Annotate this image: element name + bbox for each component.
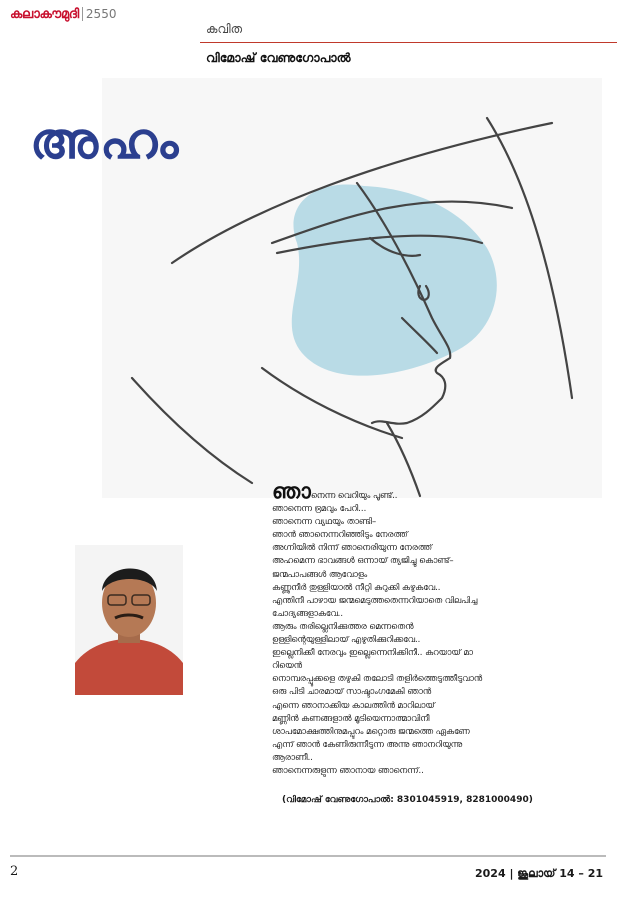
footer-rule xyxy=(10,855,606,857)
poem-line: ശാപമോക്ഷത്തിനുമപ്പുറം മറ്റൊരു ജന്മത്തെ ഏകണേ xyxy=(272,725,470,736)
poem-line: ഇല്ലെനിക്കീ നേരവും ഇല്ലെന്നെനിക്കിനീ.. കറയായ് മാ xyxy=(272,647,473,658)
poem-line: ഞാനെന്ന ഭ്രമവും പേറി... xyxy=(272,503,367,514)
poem-body xyxy=(272,479,592,777)
drop-cap: ഞാ xyxy=(272,479,311,503)
poem-line: നൊമ്പരപ്പൂക്കളെ തഴുകി തലോടി തളിർത്തെടുത്തീടുവാൻ xyxy=(272,673,483,684)
poem-first-line-rest: നെന്ന വെറിയും പൂണ്ട്.. xyxy=(310,490,398,500)
hair-line-right xyxy=(487,118,572,398)
poem-line: ജന്മപാപങ്ങൾ ആവോളം xyxy=(272,568,368,579)
poem-line: ഞാനെന്നരുളുന്ന ഞാനായ ഞാനെന്ന്.. xyxy=(272,764,424,775)
poem-line: ഞാൻ ഞാനെന്നറിഞ്ഞിടും നേരത്ത് xyxy=(272,529,408,540)
poem-line: ഉള്ളിന്റെയുള്ളിലായ് എഴുതിക്കുറിക്കവേ.. xyxy=(272,634,421,645)
poem-line: ആരാണീ.. xyxy=(272,751,313,762)
brand-logo: കലാകൗമുദി xyxy=(10,6,79,22)
poem-line: ഞാനെന്ന വ്യഥയും താണ്ടി– xyxy=(272,516,377,527)
poem-line: റിയെൻ xyxy=(272,660,302,671)
masthead xyxy=(10,4,116,24)
author-contact-credit: (വിമോഷ് വേണുഗോപാൽ: 8301045919, 8281000490) xyxy=(282,795,533,805)
issue-number: 2550 xyxy=(85,7,117,21)
poem-line: കണ്ണുനീർ തുള്ളിയാൽ നീറ്റി കുറുക്കി കഴുകവേ.. xyxy=(272,581,441,592)
poem-title: അഹം xyxy=(30,112,181,170)
divider xyxy=(82,7,83,21)
neck-line xyxy=(262,368,402,438)
blue-blob xyxy=(292,185,497,376)
page-number: 2 xyxy=(10,864,19,879)
poem-line: മണ്ണിൻ കണങ്ങളാൽ മൂടിയെന്നാത്മാവിനീ xyxy=(272,712,430,723)
issue-date: 2024 | ജൂലായ് 14 – 21 xyxy=(475,867,603,880)
author-portrait xyxy=(75,545,183,695)
poem-line: അഹമെന്ന ഭാവങ്ങൾ ഒന്നായ് ത്യജിച്ചു കൊണ്ട്– xyxy=(272,555,454,566)
poem-line: ഒരു പിടി ചാരമായ് സാഷ്ടാംഗമേകി ഞാൻ xyxy=(272,686,432,697)
poem-line: ചോദ്യങ്ങളാകവേ.. xyxy=(272,607,343,618)
poem-first-line xyxy=(272,479,592,503)
section-label: കവിത xyxy=(206,22,243,36)
poem-line: ആരും തരില്ലെനിക്കുത്തര മെന്നതെൻ xyxy=(272,620,414,631)
poem-line: എന്നെ ഞാനാക്കിയ കാലത്തിൻ മാറിലായ് xyxy=(272,699,435,710)
poem-line: എന്ന് ഞാൻ കേണിരുന്നീടുന്ന അന്നു ഞാനറിയുന്നു xyxy=(272,738,463,749)
author-byline: വിമോഷ് വേണുഗോപാൽ xyxy=(206,50,351,65)
poem-line: എന്തിനീ പാഴായ ജന്മമെടുത്തതെന്നറിയാതെ വിലപിച്ച xyxy=(272,594,478,605)
shoulder-line xyxy=(132,378,252,483)
section-rule xyxy=(200,42,617,43)
poem-line: അഗ്നിയിൽ നിന്ന് ഞാനെരിയുന്ന നേരത്ത് xyxy=(272,542,432,553)
author-photo xyxy=(75,545,183,695)
